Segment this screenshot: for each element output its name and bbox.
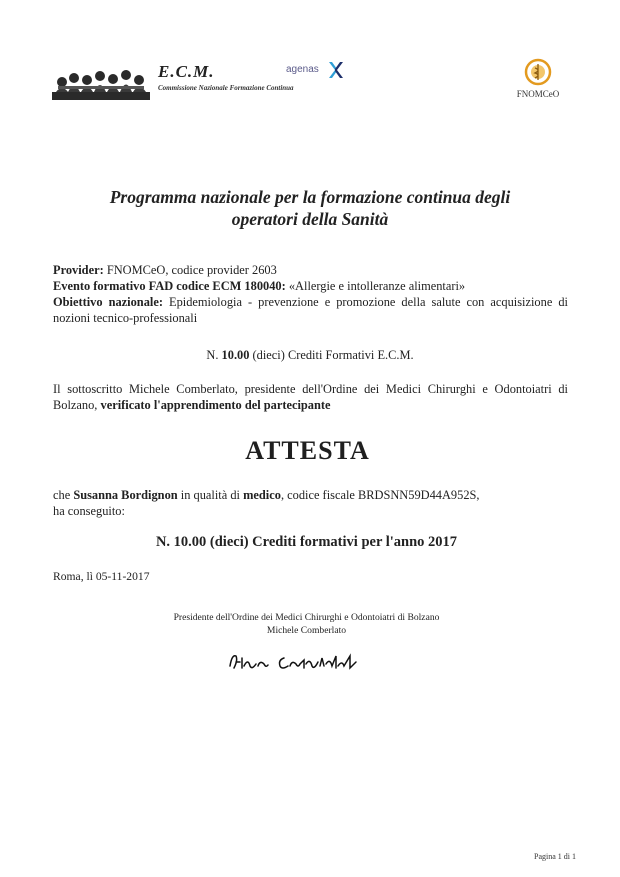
credits-value: 10.00 — [221, 348, 250, 362]
sottoscritto-bold: verificato l'apprendimento del partecipante — [100, 398, 331, 412]
document-title — [60, 186, 560, 230]
credits-awarded: N. 10.00 (dieci) Crediti formativi per l'anno 2017 — [155, 534, 458, 550]
signer-name: Michele Comberlato — [266, 625, 347, 636]
che-middle: in qualità di — [180, 488, 240, 502]
signer-title: Presidente dell'Ordine dei Medici Chirurghi e Odontoiatri di Bolzano — [173, 612, 440, 623]
ecm-figures-icon — [52, 66, 152, 102]
evento-label: Evento formativo FAD codice ECM 180040: — [53, 279, 286, 293]
credits-prefix: N. — [206, 348, 219, 362]
sottoscritto-text: Il sottoscritto Michele Comberlato, presidente dell'Ordine dei Medici Chirurghi e Odontoiatri di Bolzano, — [53, 382, 568, 412]
agenas-mark-icon — [326, 60, 346, 80]
provider-label: Provider: — [53, 263, 104, 277]
obiettivo-label: Obiettivo nazionale: — [53, 295, 163, 309]
che-suffix: , codice fiscale BRDSNN59D44A952S, — [280, 488, 480, 502]
agenas-text: agenas — [286, 64, 319, 75]
provider-value: FNOMCeO, codice provider 2603 — [106, 263, 277, 277]
credits-suffix: (dieci) Crediti Formativi E.C.M. — [252, 348, 414, 362]
handwritten-signature — [226, 648, 386, 674]
credits-line — [0, 348, 620, 363]
participant-line — [53, 487, 568, 503]
conseguito-text: ha conseguito: — [53, 504, 125, 518]
participant-name: Susanna Bordignon — [73, 488, 178, 502]
fnomceo-text: FNOMCeO — [516, 89, 560, 99]
event-info — [53, 262, 568, 326]
provider-line — [53, 262, 568, 278]
page-number: Pagina 1 di 1 — [534, 852, 576, 861]
signer-block — [0, 611, 613, 637]
ecm-subtitle: Commissione Nazionale Formazione Continua — [158, 84, 294, 92]
attesta-heading: ATTESTA — [245, 436, 370, 465]
evento-line — [53, 278, 568, 294]
obiettivo-value: Epidemiologia - prevenzione e promozione della salute con acquisizione di nozioni tecnico-professionali — [53, 295, 568, 325]
obiettivo-line — [53, 294, 568, 326]
title-line-1: Programma nazionale per la formazione continua degli — [109, 187, 511, 207]
evento-value: «Allergie e intolleranze alimentari» — [288, 279, 466, 293]
fnomceo-emblem-icon — [524, 58, 552, 86]
che-prefix: che — [53, 488, 71, 502]
participant-paragraph — [53, 487, 568, 519]
participant-role: medico — [243, 488, 281, 502]
ecm-title: E.C.M. — [158, 62, 215, 81]
title-line-2: operatori della Sanità — [231, 209, 389, 229]
fnomceo-logo — [510, 58, 566, 104]
place-date: Roma, lì 05-11-2017 — [53, 570, 150, 583]
sottoscritto-paragraph — [53, 381, 568, 413]
